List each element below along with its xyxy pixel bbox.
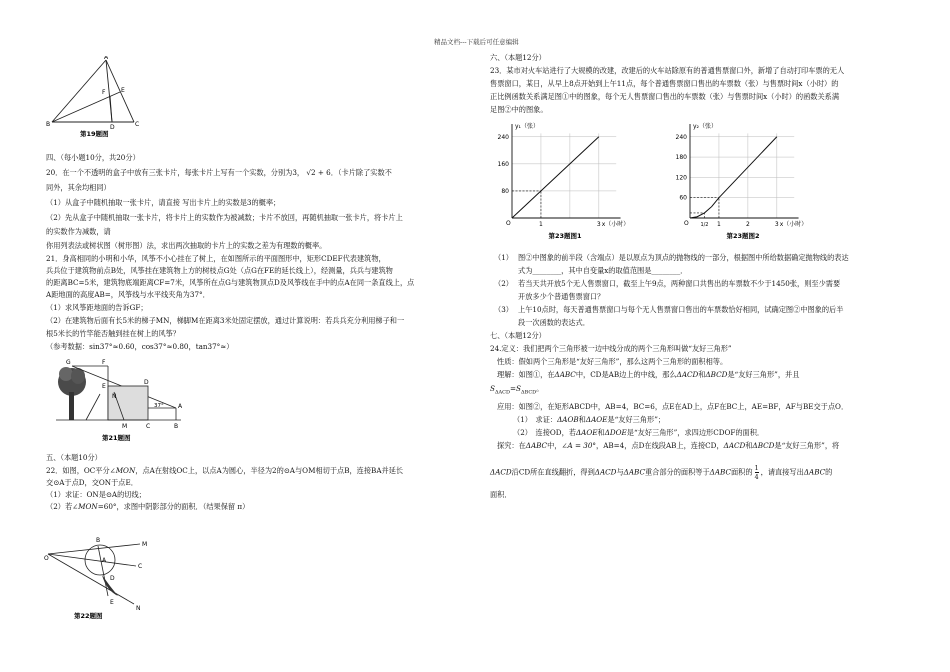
x-tick-label: 3 — [774, 221, 779, 228]
fig22-label-e: E — [110, 599, 114, 606]
q24-fraction: $\frac{1}{4}$ — [754, 464, 759, 481]
q24-app-line-1: 应用：如图②，在矩形ABCD中，AB=4，BC=6，点E在AD上，点F在BC上，AE=BF，AF与BE交于点O． — [497, 402, 849, 411]
q21-line-8: （参考数据：sin37°≈0.60，cos37°≈0.80，tan37°≈） — [46, 342, 234, 351]
y-tick-label: 120 — [675, 174, 687, 182]
q23-p1-line-2: 式为________，其中自变量x的取值范围是________． — [518, 266, 688, 275]
q20-sqrt: √2 + 6 — [306, 168, 331, 177]
fig21-angle: 37° — [154, 403, 164, 409]
q23-line-3: 正比例函数关系满足图①中的图象，每个无人售票窗口售出的车票数（张）与售票时间x（小时）的函数关系满 — [490, 92, 840, 101]
q21-line-4: A距地面的高度AB=，风筝线与水平线夹角为37°． — [46, 290, 210, 299]
fig22-caption: 第22题图 — [74, 612, 103, 620]
q23-line-2: 售票窗口，某日，从早上8点开始到上午11点，每个普通售票窗口售出的车票数（张）与售票时间x（小时）的 — [490, 79, 839, 88]
q24-app-line-3: （2） 连接OD，若ΔAOE和ΔDOE是“友好三角形”，求四边形CDOF的面积． — [513, 428, 765, 437]
q24-line-3: 理解：如图①，在ΔABC中，CD是AB边上的中线，那么ΔACD和ΔBCD是“友好三角形”，并且 — [497, 370, 800, 379]
section-4-title: 四、（每小题10分，共20分） — [46, 153, 140, 162]
q22-line-2: 交⊙A于点D，交ON于点E． — [46, 478, 138, 487]
series-parabola — [690, 198, 719, 218]
y-tick-label: 180 — [675, 154, 687, 162]
q24-line-2: 性质：假如两个三角形是“友好三角形”，那么这两个三角形的面积相等。 — [497, 357, 728, 366]
q22-line-3: （1）求证：ON是⊙A的切线； — [46, 490, 146, 499]
fig21-label-d: D — [144, 379, 149, 386]
q23-p3-num: （3） — [494, 305, 513, 314]
q21-line-6: （2）在建筑物后面有长5米的梯子MN，梯脚M在距离3米处固定摆放，通过计算说明：若兵兵充分利用梯子和一 — [46, 316, 405, 325]
fig19-label-a: A — [104, 56, 109, 61]
origin-label: O — [506, 220, 511, 227]
q24-app-line-2: （1） 求证：ΔAOB和ΔAOE是“友好三角形”； — [513, 415, 666, 424]
fig19-label-c: C — [135, 121, 140, 128]
figure-21 — [56, 352, 186, 444]
q23-p3-line-2: 段一次函数的表达式． — [518, 318, 590, 327]
section-5-title: 五、（本题10分） — [46, 453, 102, 462]
figure-19 — [44, 56, 154, 140]
x-axis-label: x（小时） — [601, 221, 630, 228]
fig19-caption: 第19题图 — [80, 130, 109, 138]
y-tick-label: 240 — [675, 133, 687, 141]
fig19-label-b: B — [46, 121, 51, 128]
series-line — [512, 137, 599, 218]
y-axis-label: y₂（张） — [693, 123, 717, 130]
x-tick-label: 1 — [539, 221, 543, 228]
q21-line-3: 的距离BC=5米，建筑物底端距离CF=7米，风筝所在点G与建筑物顶点D及风筝线在手中的点A在同一条直线上，点 — [46, 278, 415, 287]
q20-line-5: 的实数作为减数，请 — [46, 227, 111, 236]
q20-line-1: 20．在一个不透明的盒子中放有三张卡片，每张卡片上写有一个实数，分别为3， √2 + 6．（卡片除了实数不 — [46, 168, 392, 177]
q23-p1-num: （1） — [494, 253, 513, 262]
q21-line-7: 根5米长的竹竿能否触到挂在树上的风筝？ — [46, 329, 180, 338]
fig21-label-n: N — [112, 393, 117, 400]
x-tick-label-half: 1/2 — [700, 222, 709, 228]
q24-area-equation: $S_{\Delta ACD}=S_{\Delta BCD}$。 — [490, 384, 544, 396]
q20-line-3: （1）从盒子中随机抽取一张卡片，请直接 写出卡片上的实数是3的概率； — [46, 198, 281, 207]
fig21-label-b: B — [174, 423, 179, 430]
fig21-label-c: C — [146, 423, 151, 430]
fig22-label-d: D — [110, 575, 115, 582]
fig19-label-d: D — [110, 124, 115, 131]
q23-p2-num: （2） — [494, 279, 513, 288]
q20-line-2: 同外，其余均相同） — [46, 183, 111, 192]
fig21-caption: 第21题图 — [102, 434, 131, 442]
chart-caption: 第23题图2 — [726, 232, 760, 240]
x-tick-label: 3 — [596, 221, 601, 228]
fig19-label-e: E — [121, 87, 125, 94]
fig22-label-n: N — [136, 605, 141, 612]
fig21-label-f: F — [102, 359, 106, 366]
section-6-title: 六、（本题12分） — [490, 53, 546, 62]
chart-23-2 — [668, 118, 818, 242]
q23-p2-line-1: 若当天共开放5个无人售票窗口，截至上午9点，两种窗口共售出的车票数不少于1450张，则至少需要 — [518, 279, 841, 288]
x-tick-label: 1 — [717, 221, 721, 228]
q22-line-1: 22．如图，OC平分∠MON，点A在射线OC上，以点A为圆心，半径为2的⊙A与OM相切于点B，连接BA并延长 — [46, 466, 404, 475]
fig21-label-g: G — [66, 359, 71, 366]
fig22-label-m: M — [142, 541, 148, 548]
fig21-label-e: E — [102, 383, 106, 390]
fig22-label-o: O — [44, 555, 49, 562]
q23-line-4: 足图②中的图象。 — [490, 105, 548, 114]
chart-caption: 第23题图1 — [548, 232, 582, 240]
q22-line-4: （2）若∠MON=60°，求图中阴影部分的面积．（结果保留 π） — [46, 502, 250, 511]
q23-p3-line-1: 上午10点时，每天普通售票窗口与每个无人售票窗口售出的车票数恰好相同，试确定图②中图象的后半 — [518, 305, 844, 314]
q24-line-1: 24.定义：我们把两个三角形被一边中线分成的两个三角形叫做“友好三角形” — [490, 344, 732, 353]
chart-23-1 — [490, 118, 640, 242]
y-tick-label: 80 — [501, 187, 509, 195]
x-tick-label: 2 — [745, 221, 750, 228]
fig22-label-a: A — [102, 557, 107, 564]
fig22-label-b: B — [96, 537, 101, 544]
fig21-label-a: A — [178, 403, 183, 410]
fig21-label-m: M — [122, 423, 128, 430]
q21-line-2: 兵兵位于建筑物前点B处，风筝挂在建筑物上方的树枝点G处（点G在FE的延长线上），经测量，兵兵与建筑物 — [46, 266, 393, 275]
q23-line-1: 23．某市对火车站进行了大规模的改建，改建后的火车站除原有的普通售票窗口外，新增了自动打印车票的无人 — [490, 66, 845, 75]
y-tick-label: 240 — [497, 133, 509, 141]
origin-label: O — [684, 220, 689, 227]
y-tick-label: 60 — [679, 194, 687, 202]
y-axis-label: y₁（张） — [515, 123, 539, 130]
figure-22 — [44, 530, 154, 622]
fig22-label-c: C — [138, 563, 143, 570]
x-axis-label: x（小时） — [779, 221, 808, 228]
q23-p2-line-2: 开放多少个普通售票窗口？ — [518, 292, 605, 301]
q20-line-4: （2）先从盒子中随机抽取一张卡片，将卡片上的实数作为被减数；卡片不放回，再随机抽取一张卡片，将卡片上 — [46, 213, 403, 222]
q24-explore-line-2: ΔACD沿CD所在直线翻折，得到ΔACD与ΔABC重合部分的面积等于ΔABC面积的 $\frac{1}{4}$ ，请直接写出ΔABC的 — [490, 464, 833, 481]
page-header: 精品文档---下载后可任意编辑 — [434, 38, 519, 46]
fig19-label-f: F — [102, 89, 106, 96]
q24-explore-line-1: 探究：在ΔABC中，∠A = 30°，AB=4，点D在线段AB上，连接CD，ΔACD和ΔBCD是“友好三角形”，将 — [497, 441, 840, 450]
y-tick-label: 160 — [497, 160, 509, 168]
q22-angle-mon: ∠MON — [109, 466, 136, 475]
section-7-title: 七、（本题12分） — [490, 331, 546, 340]
q21-line-5: （1）求风筝距地面的告诉GF； — [46, 303, 148, 312]
q20-line-6: 你用列表法或树状图（树形图）法，求出两次抽取的卡片上的实数之差为有理数的概率。 — [46, 241, 327, 250]
q21-line-1: 21．身高相同的小明和小华，风筝不小心挂在了树上，在如图所示的平面图形中，矩形CDEF代表建筑物， — [46, 254, 386, 263]
q23-p1-line-1: 图②中图象的前半段（含端点）是以原点为顶点的抛物线的一部分，根据图中所给数据确定抛物线的表达 — [518, 253, 849, 262]
q24-explore-line-3: 面积． — [490, 490, 512, 499]
